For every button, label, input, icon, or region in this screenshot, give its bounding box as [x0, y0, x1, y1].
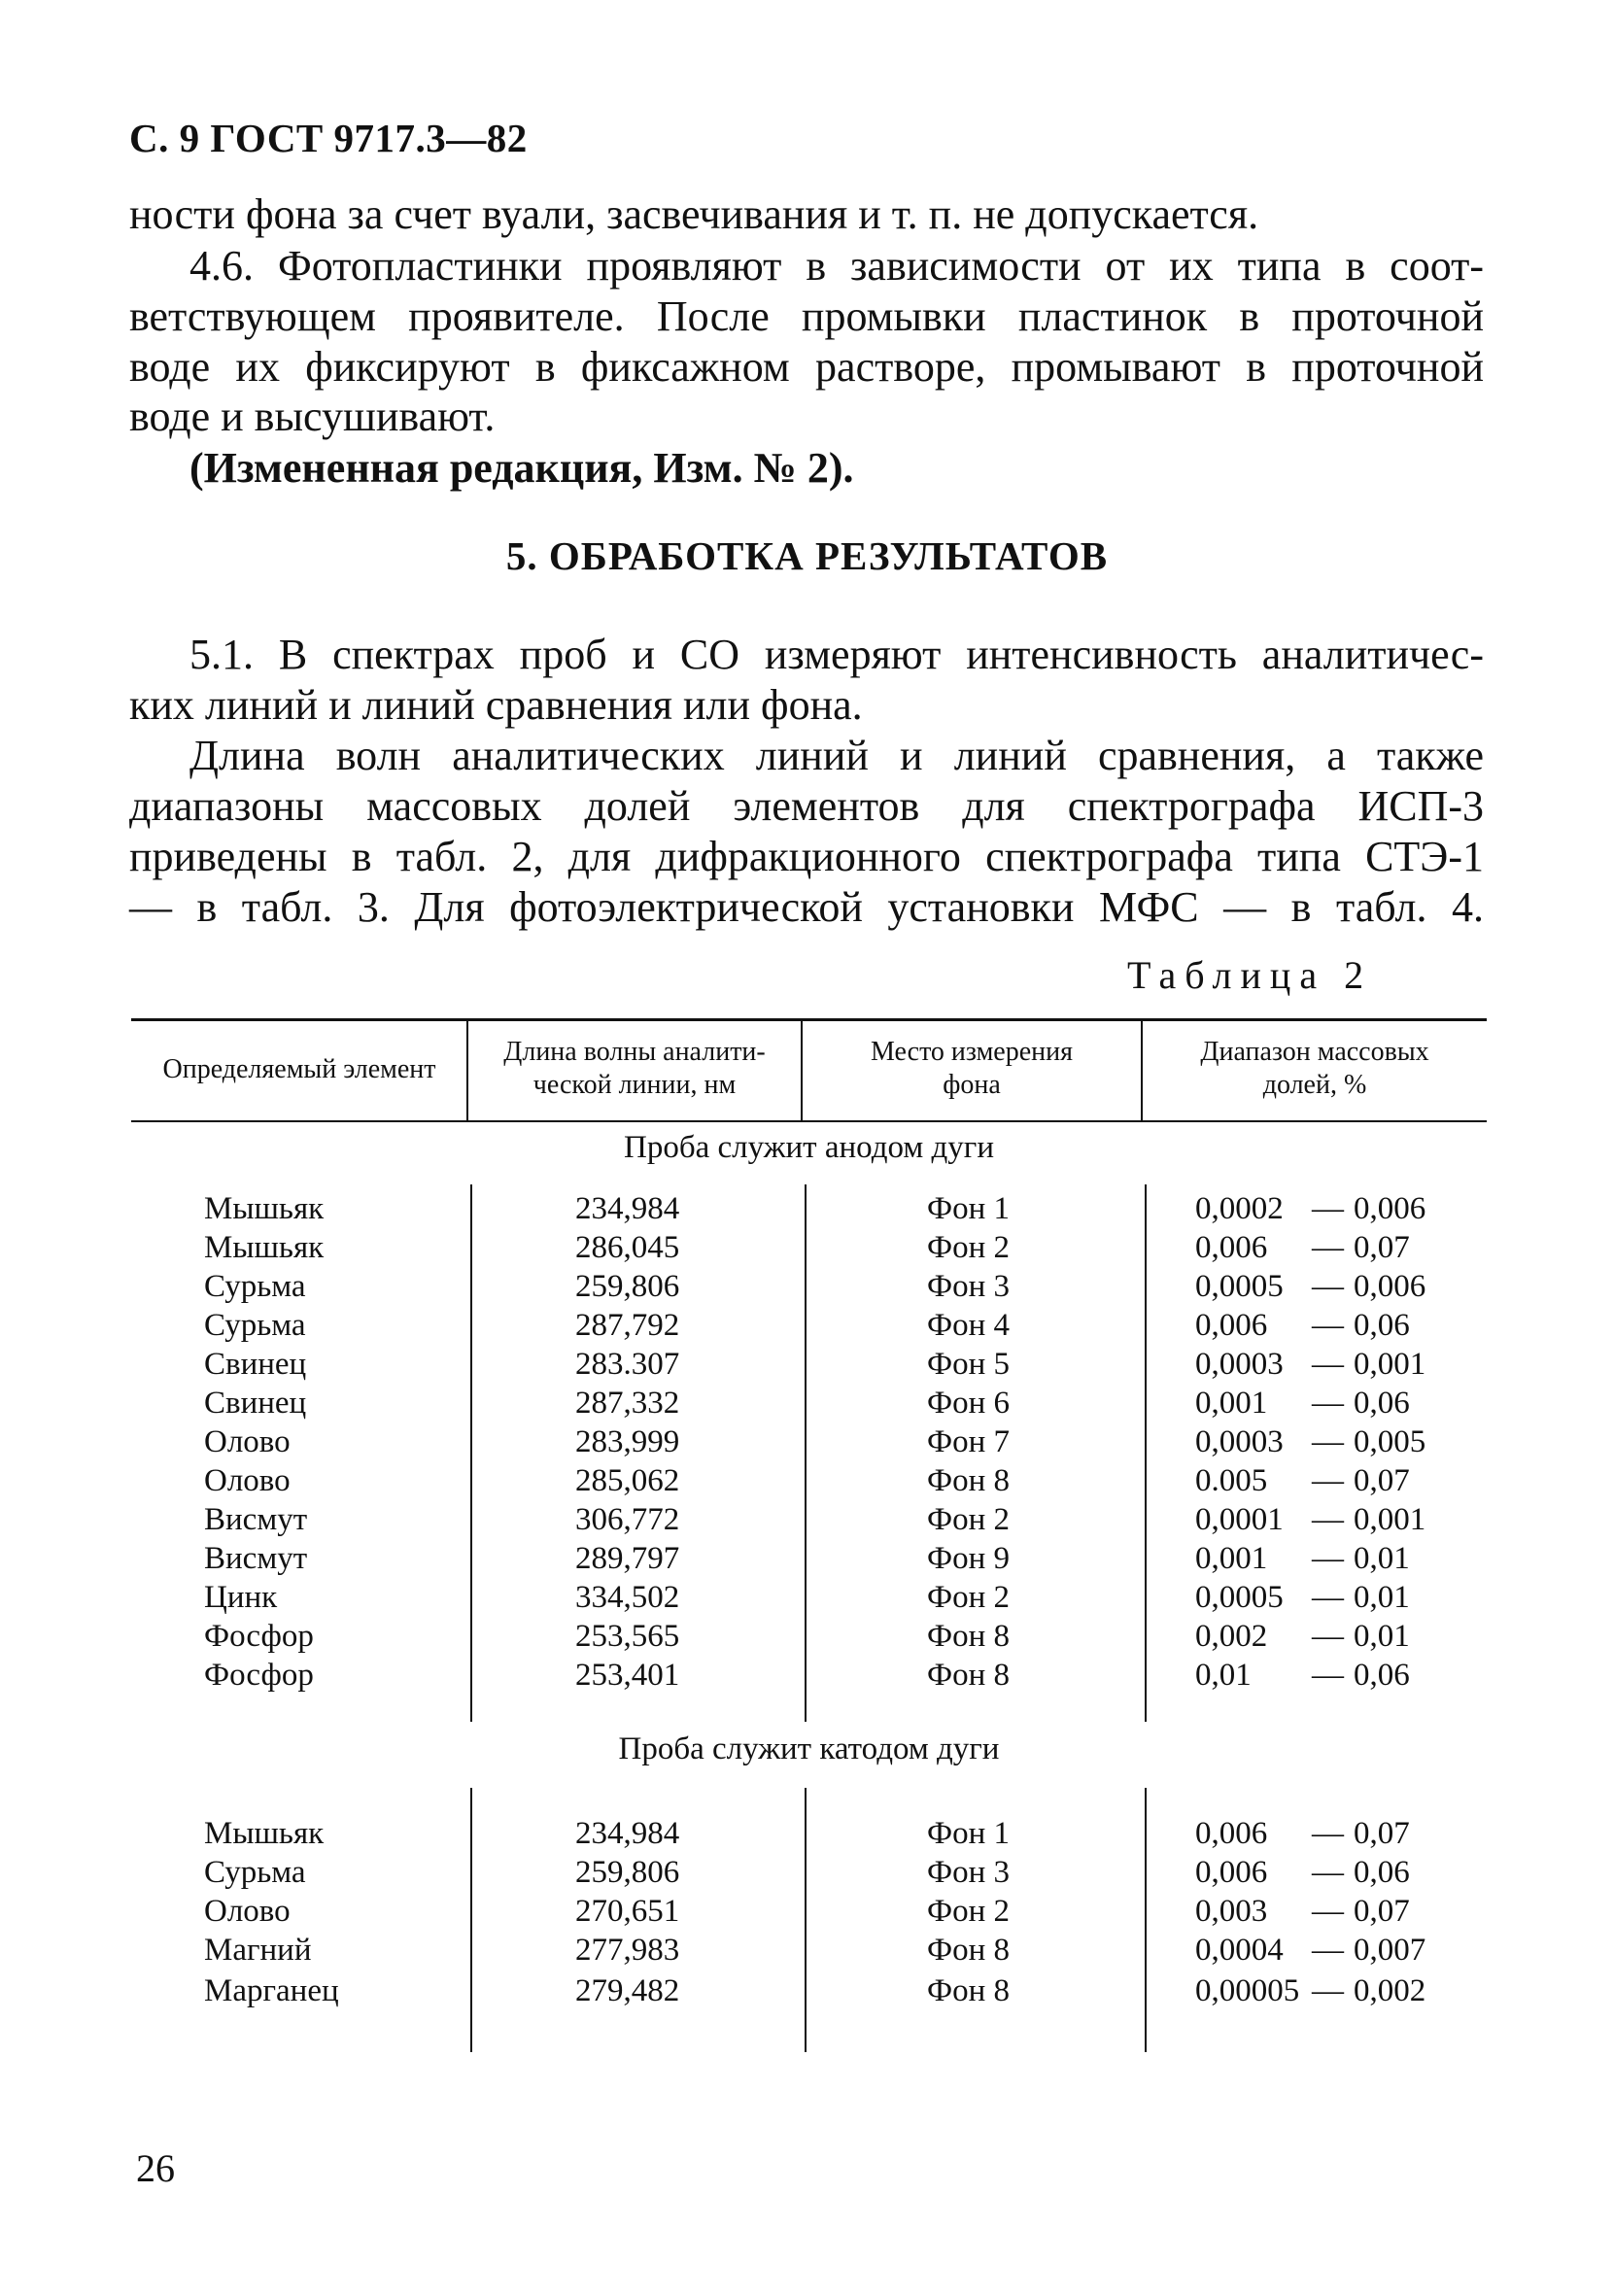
cell-range-to: 0,01 [1354, 1541, 1410, 1576]
table-row [0, 1306, 1614, 1345]
cell-range-from: 0,0003 [1195, 1424, 1284, 1459]
cell-range-dash: — [1312, 1541, 1344, 1576]
table-row [0, 1345, 1614, 1384]
section-title: 5. ОБРАБОТКА РЕЗУЛЬТАТОВ [505, 533, 1109, 578]
table-row [0, 1617, 1614, 1656]
cell-wavelength: 234,984 [575, 1191, 680, 1226]
cell-range-from: 0.005 [1195, 1463, 1268, 1498]
header-line: ческой линии, нм [532, 1070, 737, 1100]
paragraph-line: приведены в табл. 2, для дифракционного спектрографа типа СТЭ-1 [129, 833, 1484, 880]
cell-element: Олово [204, 1894, 291, 1929]
cell-range-from: 0,0005 [1195, 1580, 1284, 1615]
cell-wavelength: 283,999 [575, 1424, 680, 1459]
cell-range-to: 0,07 [1354, 1230, 1410, 1265]
cell-wavelength: 287,792 [575, 1308, 680, 1343]
column-divider [801, 1020, 803, 1121]
cell-range-from: 0,002 [1195, 1619, 1268, 1654]
table-row [0, 1500, 1614, 1539]
cell-element: Марганец [204, 1973, 339, 2008]
cell-background: Фон 8 [927, 1973, 1010, 2008]
paragraph-line: — в табл. 3. Для фотоэлектрической установки МФС — в табл. 4. [129, 883, 1484, 931]
cell-element: Мышьяк [204, 1230, 325, 1265]
cell-element: Свинец [204, 1347, 307, 1382]
column-header-wavelength [470, 1036, 799, 1102]
cell-background: Фон 2 [927, 1580, 1010, 1615]
cell-background: Фон 6 [927, 1386, 1010, 1421]
cell-range-to: 0,07 [1354, 1894, 1410, 1929]
cell-range-from: 0,0001 [1195, 1502, 1284, 1537]
cell-range-dash: — [1312, 1933, 1344, 1968]
paragraph-line: ветствующем проявителе. После промывки пластинок в проточной [129, 292, 1484, 340]
cell-range-dash: — [1312, 1269, 1344, 1304]
cell-background: Фон 3 [927, 1269, 1010, 1304]
cell-range-to: 0,007 [1354, 1933, 1426, 1968]
header-line: Диапазон массовых [1200, 1037, 1429, 1067]
cell-element: Мышьяк [204, 1191, 325, 1226]
table-row [0, 1853, 1614, 1892]
cell-background: Фон 9 [927, 1541, 1010, 1576]
cell-range-dash: — [1312, 1230, 1344, 1265]
table-row [0, 1384, 1614, 1422]
cell-background: Фон 3 [927, 1855, 1010, 1890]
cell-background: Фон 1 [927, 1191, 1010, 1226]
cell-range-to: 0,002 [1354, 1973, 1426, 2008]
table-row [0, 1578, 1614, 1617]
cell-element: Цинк [204, 1580, 278, 1615]
cell-wavelength: 286,045 [575, 1230, 680, 1265]
cell-range-from: 0,0003 [1195, 1347, 1284, 1382]
cell-wavelength: 289,797 [575, 1541, 680, 1576]
page-number: 26 [136, 2146, 175, 2190]
cell-background: Фон 8 [927, 1619, 1010, 1654]
cell-wavelength: 259,806 [575, 1269, 680, 1304]
column-header-element: Определяемый элемент [162, 1054, 436, 1084]
cell-range-from: 0,01 [1195, 1658, 1252, 1693]
cell-range-dash: — [1312, 1463, 1344, 1498]
header-line: Место измерения [870, 1037, 1074, 1067]
cell-wavelength: 283.307 [575, 1347, 680, 1382]
table-caption: Таблица 2 [1127, 953, 1373, 997]
cell-wavelength: 287,332 [575, 1386, 680, 1421]
cell-range-from: 0,003 [1195, 1894, 1268, 1929]
cell-range-from: 0,0002 [1195, 1191, 1284, 1226]
cell-range-to: 0,06 [1354, 1308, 1410, 1343]
cell-range-dash: — [1312, 1580, 1344, 1615]
table-row [0, 1931, 1614, 1970]
cell-range-from: 0,001 [1195, 1386, 1268, 1421]
cell-range-to: 0,01 [1354, 1580, 1410, 1615]
cell-range-dash: — [1312, 1502, 1344, 1537]
paragraph-line: ких линий и линий сравнения или фона. [129, 681, 863, 729]
cell-background: Фон 1 [927, 1816, 1010, 1851]
cell-background: Фон 4 [927, 1308, 1010, 1343]
cell-background: Фон 2 [927, 1230, 1010, 1265]
cell-background: Фон 7 [927, 1424, 1010, 1459]
cell-wavelength: 334,502 [575, 1580, 680, 1615]
paragraph-line: 4.6. Фотопластинки проявляют в зависимости от их типа в соот- [189, 242, 1484, 290]
column-divider [1141, 1020, 1143, 1121]
paragraph-line: воде и высушивают. [129, 393, 496, 440]
cell-range-to: 0,001 [1354, 1347, 1426, 1382]
column-header-background [805, 1036, 1139, 1102]
cell-range-to: 0,06 [1354, 1386, 1410, 1421]
cell-range-to: 0,07 [1354, 1816, 1410, 1851]
table-row [0, 1461, 1614, 1500]
cell-range-to: 0,005 [1354, 1424, 1426, 1459]
cell-element: Сурьма [204, 1855, 306, 1890]
cell-range-dash: — [1312, 1816, 1344, 1851]
table-header-bottom-rule [131, 1120, 1487, 1122]
cell-range-dash: — [1312, 1308, 1344, 1343]
cell-background: Фон 2 [927, 1502, 1010, 1537]
cell-range-from: 0,006 [1195, 1816, 1268, 1851]
cell-element: Фосфор [204, 1619, 314, 1654]
cell-range-dash: — [1312, 1386, 1344, 1421]
cell-range-dash: — [1312, 1855, 1344, 1890]
cell-element: Мышьяк [204, 1816, 325, 1851]
cell-range-dash: — [1312, 1658, 1344, 1693]
cell-background: Фон 8 [927, 1463, 1010, 1498]
cell-range-from: 0,00005 [1195, 1973, 1300, 2008]
header-line: Длина волны аналити- [503, 1037, 766, 1067]
column-header-range [1145, 1036, 1485, 1102]
cell-wavelength: 270,651 [575, 1894, 680, 1929]
cell-element: Олово [204, 1424, 291, 1459]
cell-range-to: 0,006 [1354, 1191, 1426, 1226]
cell-range-dash: — [1312, 1347, 1344, 1382]
cell-wavelength: 234,984 [575, 1816, 680, 1851]
table-row [0, 1228, 1614, 1267]
cell-element: Висмут [204, 1541, 308, 1576]
cell-range-from: 0,0004 [1195, 1933, 1284, 1968]
table-row [0, 1814, 1614, 1853]
cell-range-dash: — [1312, 1973, 1344, 2008]
section-subheading: Проба служит катодом дуги [618, 1731, 1000, 1766]
table-row [0, 1539, 1614, 1578]
header-line: фона [943, 1070, 1001, 1100]
cell-range-from: 0,0005 [1195, 1269, 1284, 1304]
cell-background: Фон 5 [927, 1347, 1010, 1382]
cell-element: Свинец [204, 1386, 307, 1421]
header-line: долей, % [1262, 1070, 1367, 1100]
cell-wavelength: 306,772 [575, 1502, 680, 1537]
cell-range-to: 0,001 [1354, 1502, 1426, 1537]
cell-range-from: 0,001 [1195, 1541, 1268, 1576]
cell-range-to: 0,06 [1354, 1658, 1410, 1693]
cell-element: Олово [204, 1463, 291, 1498]
cell-background: Фон 8 [927, 1933, 1010, 1968]
cell-range-from: 0,006 [1195, 1230, 1268, 1265]
cell-range-dash: — [1312, 1619, 1344, 1654]
cell-wavelength: 259,806 [575, 1855, 680, 1890]
cell-range-to: 0,01 [1354, 1619, 1410, 1654]
cell-wavelength: 253,565 [575, 1619, 680, 1654]
cell-range-to: 0,06 [1354, 1855, 1410, 1890]
table-row [0, 1656, 1614, 1695]
paragraph-line: диапазоны массовых долей элементов для спектрографа ИСП-3 [129, 782, 1484, 830]
table-top-rule [131, 1018, 1487, 1021]
paragraph-line: 5.1. В спектрах проб и СО измеряют интенсивность аналитичес- [189, 631, 1484, 678]
cell-range-from: 0,006 [1195, 1855, 1268, 1890]
cell-background: Фон 8 [927, 1658, 1010, 1693]
cell-range-to: 0,07 [1354, 1463, 1410, 1498]
paragraph-line: Длина волн аналитических линий и линий сравнения, а также [189, 732, 1484, 779]
paragraph-line: воде их фиксируют в фиксажном растворе, промывают в проточной [129, 343, 1484, 391]
cell-wavelength: 277,983 [575, 1933, 680, 1968]
cell-wavelength: 279,482 [575, 1973, 680, 2008]
table-row [0, 1971, 1614, 2010]
table-row [0, 1267, 1614, 1306]
cell-element: Фосфор [204, 1658, 314, 1693]
paragraph-line: ности фона за счет вуали, засвечивания и т. п. не допускается. [129, 190, 1259, 238]
cell-range-from: 0,006 [1195, 1308, 1268, 1343]
table-row [0, 1422, 1614, 1461]
cell-element: Магний [204, 1933, 312, 1968]
page-header: С. 9 ГОСТ 9717.3—82 [129, 116, 528, 160]
section-subheading: Проба служит анодом дуги [624, 1130, 994, 1165]
cell-range-dash: — [1312, 1424, 1344, 1459]
cell-range-to: 0,006 [1354, 1269, 1426, 1304]
column-divider [466, 1020, 468, 1121]
amendment-note: (Измененная редакция, Изм. № 2). [189, 444, 854, 492]
table-row [0, 1892, 1614, 1931]
cell-element: Сурьма [204, 1308, 306, 1343]
cell-range-dash: — [1312, 1191, 1344, 1226]
cell-range-dash: — [1312, 1894, 1344, 1929]
cell-wavelength: 253,401 [575, 1658, 680, 1693]
cell-element: Висмут [204, 1502, 308, 1537]
cell-wavelength: 285,062 [575, 1463, 680, 1498]
cell-element: Сурьма [204, 1269, 306, 1304]
cell-background: Фон 2 [927, 1894, 1010, 1929]
table-row [0, 1189, 1614, 1228]
